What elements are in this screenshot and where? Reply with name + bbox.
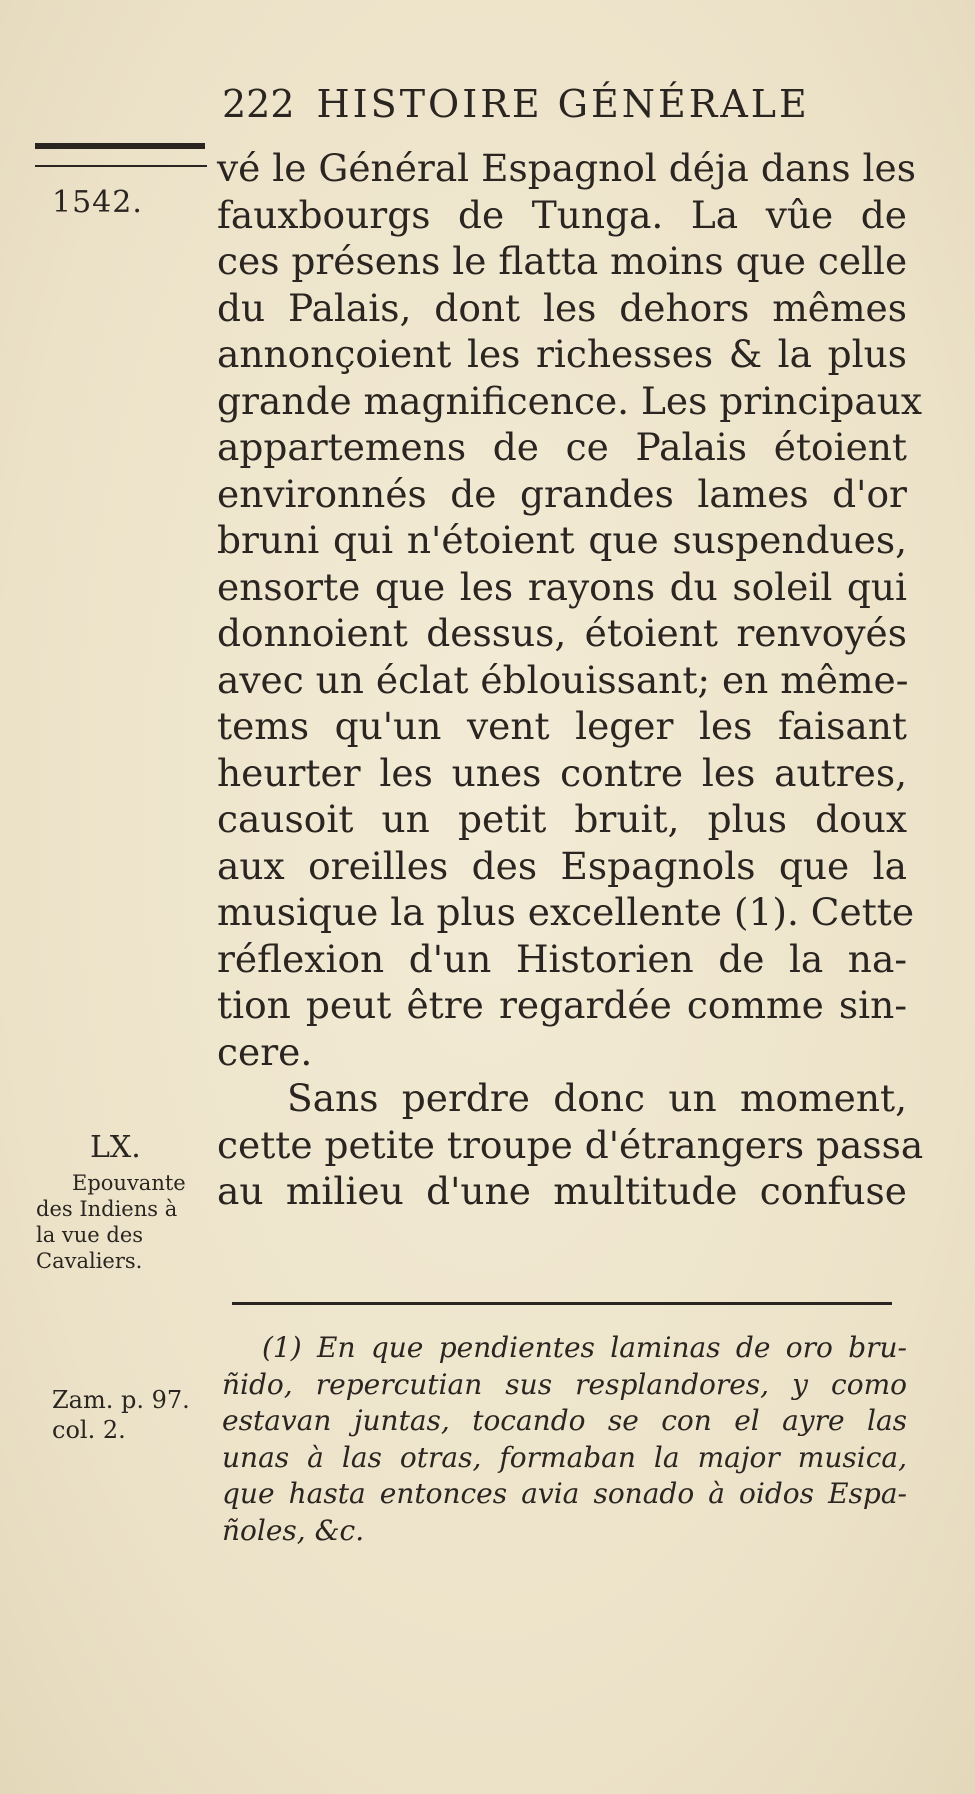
text-line: vé le Général Espagnol déja dans les [217, 146, 916, 190]
footnote-line: ñido, repercutian sus resplandores, y como [222, 1367, 907, 1401]
footnote-line: que hasta entonces avia sonado à oidos Espa- [222, 1477, 907, 1510]
margin-rule [35, 165, 207, 167]
citation-line: Zam. p. 97. [52, 1386, 190, 1414]
text-line: ensorte que les rayons du soleil qui [217, 564, 907, 609]
text-line: donnoient dessus, étoient renvoyés [217, 611, 907, 655]
text-line: causoit un petit bruit, plus doux [217, 797, 907, 841]
footnote [222, 1330, 907, 1549]
text-line: grande magnificence. Les principaux [217, 378, 923, 423]
footnote-rule [232, 1302, 892, 1305]
text-line: heurter les unes contre les autres, [217, 750, 907, 795]
text-line: appartemens de ce Palais étoient [217, 425, 907, 469]
citation-line: col. 2. [52, 1416, 126, 1444]
section-margin-note [36, 1170, 216, 1274]
text-line: du Palais, dont les dehors mêmes [217, 285, 907, 330]
footnote-line: unas à las otras, formaban la major musica, [222, 1440, 907, 1474]
text-line: environnés de grandes lames d'or [217, 471, 907, 516]
footnote-line: estavan juntas, tocando se con el ayre las [222, 1404, 907, 1437]
margin-year: 1542. [52, 185, 143, 220]
margin-note-line: Cavaliers. [36, 1249, 143, 1273]
running-header [222, 82, 862, 126]
margin-note-line: Epouvante [72, 1171, 186, 1195]
text-line: tion peut être regardée comme sin- [217, 983, 907, 1027]
text-line: musique la plus excellente (1). Cette [217, 890, 915, 934]
text-line: aux oreilles des Espagnols que la [217, 843, 907, 888]
text-line: cette petite troupe d'étrangers passa [217, 1122, 924, 1167]
margin-note-line: la vue des [36, 1223, 144, 1247]
page-number: 222 [222, 82, 295, 126]
footnote-line: ñoles, &c. [222, 1513, 365, 1547]
text-line: bruni qui n'étoient que suspendues, [217, 518, 907, 562]
text-line: fauxbourgs de Tunga. La vûe de [217, 192, 907, 237]
paragraph-start-line: Sans perdre donc un moment, [287, 1076, 907, 1120]
footnote-line: (1) En que pendientes laminas de oro bru- [262, 1331, 907, 1364]
margin-ornament-rule [35, 143, 205, 149]
text-line: tems qu'un vent leger les faisant [217, 704, 907, 748]
text-line: réflexion d'un Historien de la na- [217, 936, 907, 981]
text-line: au milieu d'une multitude confuse [217, 1169, 907, 1213]
margin-citation [52, 1385, 190, 1445]
text-line: annonçoient les richesses & la plus [217, 332, 907, 376]
text-line: ces présens le flatta moins que celle [217, 239, 908, 283]
running-title: HISTOIRE GÉNÉRALE [316, 82, 810, 126]
text-line: avec un éclat éblouissant; en même- [217, 657, 909, 702]
main-text [217, 145, 924, 1215]
text-line: cere. [217, 1029, 313, 1074]
section-number: LX. [90, 1130, 141, 1165]
margin-note-line: des Indiens à [36, 1197, 178, 1221]
